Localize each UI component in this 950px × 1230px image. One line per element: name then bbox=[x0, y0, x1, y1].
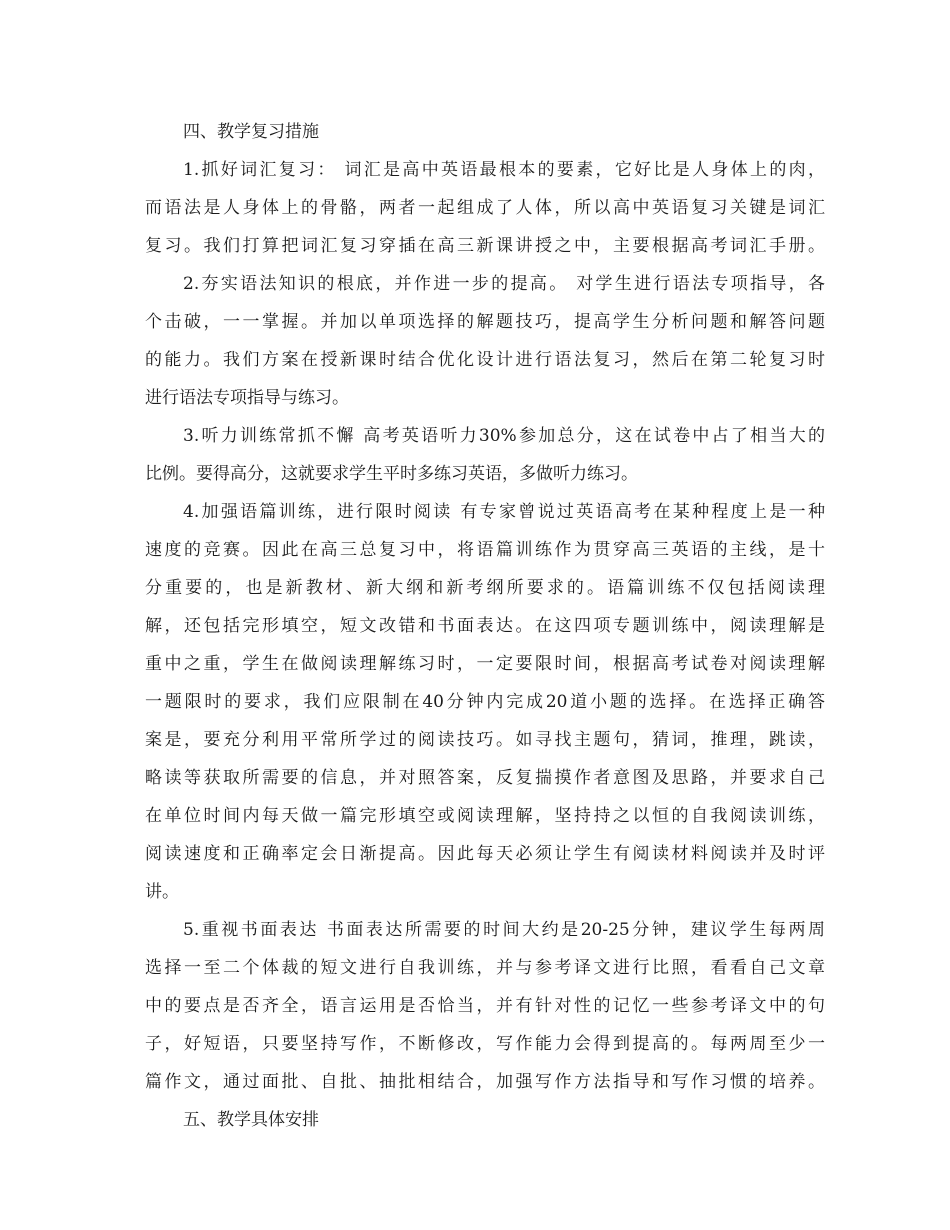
paragraph-line: 篇作文，通过面批、自批、抽批相结合，加强写作方法指导和写作习惯的培养。 bbox=[145, 1072, 825, 1092]
paragraph-line: 在单位时间内每天做一篇完形填空或阅读理解，坚持持之以恒的自我阅读训练， bbox=[145, 806, 825, 826]
paragraph-line: 5.重视书面表达 书面表达所需要的时间大约是20-25分钟，建议学生每两周 bbox=[183, 920, 825, 940]
paragraph-line: 3.听力训练常抓不懈 高考英语听力30%参加总分，这在试卷中占了相当大的 bbox=[183, 426, 825, 446]
paragraph-line: 复习。我们打算把词汇复习穿插在高三新课讲授之中，主要根据高考词汇手册。 bbox=[145, 236, 825, 256]
section-heading-5: 五、教学具体安排 bbox=[183, 1110, 319, 1130]
paragraph-line: 而语法是人身体上的骨骼，两者一起组成了人体，所以高中英语复习关键是词汇 bbox=[145, 198, 825, 218]
paragraph-line: 的能力。我们方案在授新课时结合优化设计进行语法复习，然后在第二轮复习时 bbox=[145, 350, 825, 370]
paragraph-line: 1.抓好词汇复习： 词汇是高中英语最根本的要素，它好比是人身体上的肉， bbox=[183, 160, 825, 180]
paragraph-line: 个击破，一一掌握。并加以单项选择的解题技巧，提高学生分析问题和解答问题 bbox=[145, 312, 825, 332]
paragraph-line: 进行语法专项指导与练习。 bbox=[145, 388, 349, 408]
paragraph-line: 比例。要得高分，这就要求学生平时多练习英语，多做听力练习。 bbox=[145, 464, 638, 484]
paragraph-line: 4.加强语篇训练，进行限时阅读 有专家曾说过英语高考在某种程度上是一种 bbox=[183, 502, 825, 522]
paragraph-line: 案是，要充分利用平常所学过的阅读技巧。如寻找主题句，猜词，推理，跳读， bbox=[145, 730, 825, 750]
paragraph-line: 分重要的，也是新教材、新大纲和新考纲所要求的。语篇训练不仅包括阅读理 bbox=[145, 578, 825, 598]
paragraph-line: 选择一至二个体裁的短文进行自我训练，并与参考译文进行比照，看看自己文章 bbox=[145, 958, 825, 978]
paragraph-line: 子，好短语，只要坚持写作，不断修改，写作能力会得到提高的。每两周至少一 bbox=[145, 1034, 825, 1054]
paragraph-line: 讲。 bbox=[145, 882, 179, 902]
paragraph-line: 解，还包括完形填空，短文改错和书面表达。在这四项专题训练中，阅读理解是 bbox=[145, 616, 825, 636]
paragraph-line: 2.夯实语法知识的根底，并作进一步的提高。 对学生进行语法专项指导，各 bbox=[183, 274, 825, 294]
paragraph-line: 阅读速度和正确率定会日渐提高。因此每天必须让学生有阅读材料阅读并及时评 bbox=[145, 844, 825, 864]
paragraph-line: 速度的竞赛。因此在高三总复习中，将语篇训练作为贯穿高三英语的主线，是十 bbox=[145, 540, 825, 560]
section-heading-4: 四、教学复习措施 bbox=[183, 122, 319, 142]
paragraph-line: 中的要点是否齐全，语言运用是否恰当，并有针对性的记忆一些参考译文中的句 bbox=[145, 996, 825, 1016]
paragraph-line: 略读等获取所需要的信息，并对照答案，反复揣摸作者意图及思路，并要求自己 bbox=[145, 768, 825, 788]
paragraph-line: 一题限时的要求，我们应限制在40分钟内完成20道小题的选择。在选择正确答 bbox=[145, 692, 825, 712]
paragraph-line: 重中之重，学生在做阅读理解练习时，一定要限时间，根据高考试卷对阅读理解 bbox=[145, 654, 825, 674]
